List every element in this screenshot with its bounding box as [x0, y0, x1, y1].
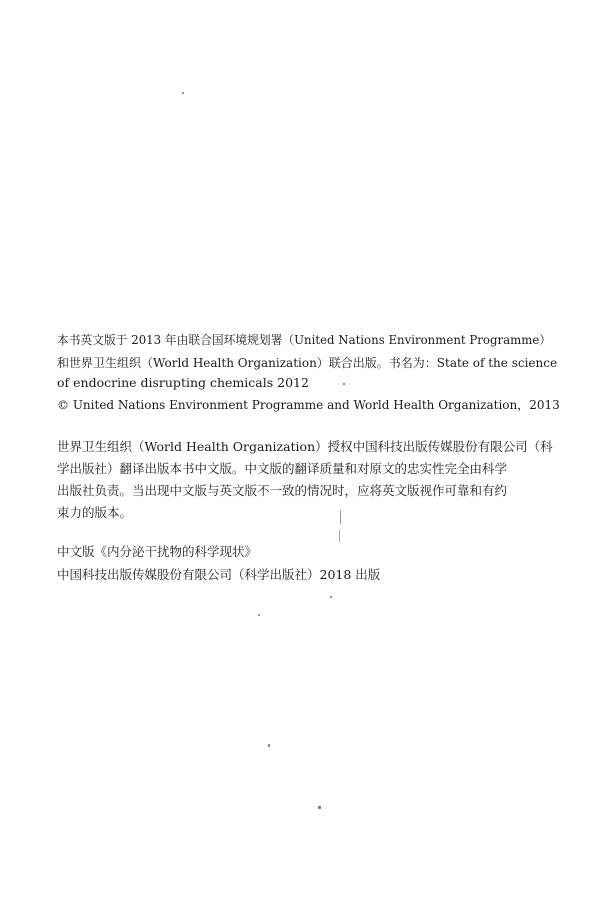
- scan-speck: [258, 614, 260, 616]
- scan-speck: [318, 806, 321, 809]
- scan-speck: [268, 744, 270, 747]
- license-line-4: 束力的版本。: [57, 505, 133, 520]
- chinese-edition-title: 中文版《内分泌干扰物的科学现状》: [57, 544, 258, 559]
- scan-speck: [182, 92, 184, 94]
- copyright-line-1: 本书英文版于 2013 年由联合国环境规划署（United Nations Environment Programme）: [57, 333, 552, 347]
- scan-speck: [339, 530, 340, 542]
- copyright-line-4: © United Nations Environment Programme and World Health Organization，2013: [57, 398, 560, 412]
- chinese-edition-publisher: 中国科技出版传媒股份有限公司（科学出版社）2018 出版: [57, 567, 381, 582]
- scan-speck: [343, 383, 345, 385]
- license-line-3: 出版社负责。当出现中文版与英文版不一致的情况时，应将英文版视作可靠和有约: [57, 483, 508, 498]
- license-line-1: 世界卫生组织（World Health Organization）授权中国科技出版传媒股份有限公司（科: [57, 439, 553, 454]
- copyright-line-2: 和世界卫生组织（World Health Organization）联合出版。书名为：State of the science: [57, 356, 558, 370]
- license-line-2: 学出版社）翻译出版本书中文版。中文版的翻译质量和对原文的忠实性完全由科学: [57, 461, 508, 476]
- scan-speck: [330, 596, 332, 598]
- scan-speck: [340, 510, 341, 524]
- copyright-line-3: of endocrine disrupting chemicals 2012: [57, 375, 309, 390]
